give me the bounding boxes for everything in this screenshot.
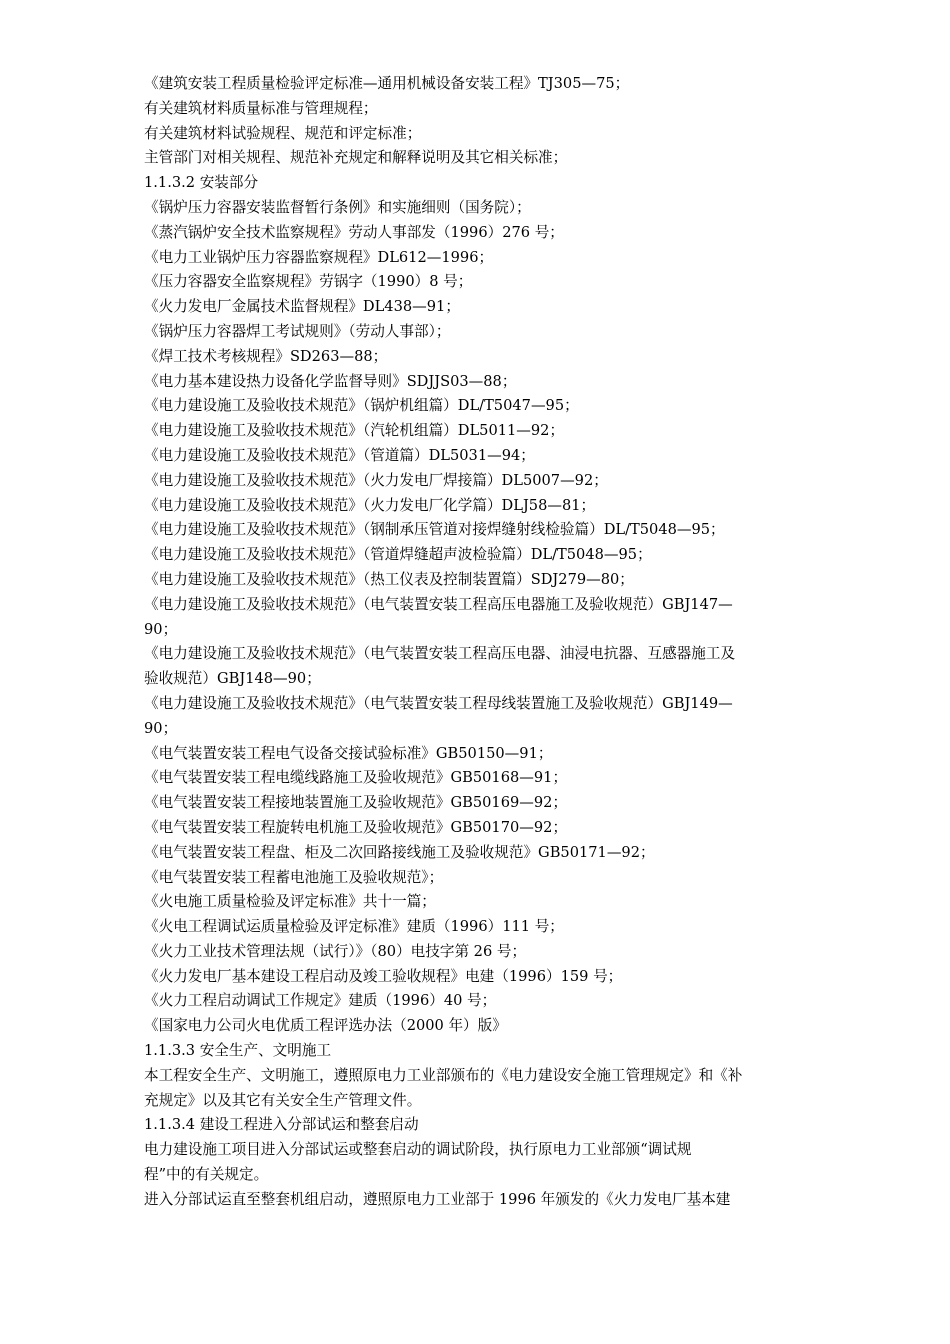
text-line: 电力建设施工项目进入分部试运或整套启动的调试阶段，执行原电力工业部颁“调试规 [144, 1141, 692, 1159]
text-line: 《电力建设施工及验收技术规范》（锅炉机组篇）DL/T5047—95； [144, 397, 579, 415]
section-heading: 1.1.3.4 建设工程进入分部试运和整套启动 [144, 1116, 419, 1134]
text-line: 《电力建设施工及验收技术规范》（管道焊缝超声波检验篇）DL/T5048—95； [144, 546, 652, 564]
text-line: 《锅炉压力容器焊工考试规则》（劳动人事部）； [144, 322, 451, 340]
text-line: 《蒸汽锅炉安全技术监察规程》劳动人事部发（1996）276 号； [144, 223, 564, 241]
text-line: 《建筑安装工程质量检验评定标准—通用机械设备安装工程》TJ305—75； [144, 75, 630, 92]
text-line: 程”中的有关规定。 [144, 1166, 269, 1184]
text-line: 主管部门对相关规程、规范补充规定和解释说明及其它相关标准； [144, 149, 568, 167]
text-line: 《火电施工质量检验及评定标准》共十一篇； [144, 893, 436, 911]
section-heading: 1.1.3.3 安全生产、文明施工 [144, 1042, 332, 1060]
text-line: 充规定》以及其它有关安全生产管理文件。 [144, 1091, 422, 1109]
text-line: 《电力建设施工及验收技术规范》（电气装置安装工程高压电器施工及验收规范）GBJ147— [144, 595, 733, 613]
text-line: 《电力建设施工及验收技术规范》（火力发电厂化学篇）DLJ58—81； [144, 496, 596, 514]
text-line: 有关建筑材料质量标准与管理规程； [144, 99, 378, 117]
text-line: 验收规范）GBJ148—90； [144, 670, 321, 688]
text-line: 《电力建设施工及验收技术规范》（钢制承压管道对接焊缝射线检验篇）DL/T5048—95； [144, 521, 725, 539]
text-line: 《电力建设施工及验收技术规范》（汽轮机组篇）DL5011—92； [144, 422, 565, 440]
text-line: 《电气装置安装工程电气设备交接试验标准》GB50150—91； [144, 744, 553, 762]
text-line: 《火力工程启动调试工作规定》建质（1996）40 号； [144, 992, 497, 1010]
text-line: 《焊工技术考核规程》SD263—88； [144, 347, 388, 365]
text-line: 《电气装置安装工程电缆线路施工及验收规范》GB50168—91； [144, 769, 568, 787]
text-line: 《电力工业锅炉压力容器监察规程》DL612—1996； [144, 248, 494, 266]
text-line: 《压力容器安全监察规程》劳锅字（1990）8 号； [144, 273, 473, 291]
text-line: 《国家电力公司火电优质工程评选办法（2000 年）版》 [144, 1017, 507, 1035]
text-line: 《火电工程调试运质量检验及评定标准》建质（1996）111 号； [144, 918, 564, 936]
document-body [144, 72, 810, 1213]
text-line: 有关建筑材料试验规程、规范和评定标准； [144, 124, 422, 142]
text-line: 《锅炉压力容器安装监督暂行条例》和实施细则（国务院）； [144, 198, 531, 216]
section-heading: 1.1.3.2 安装部分 [144, 174, 259, 192]
text-line: 《电力建设施工及验收技术规范》（电气装置安装工程高压电器、油浸电抗器、互感器施工及 [144, 645, 736, 663]
text-line: 《电力建设施工及验收技术规范》（管道篇）DL5031—94； [144, 446, 535, 464]
text-line: 《电力建设施工及验收技术规范》（电气装置安装工程母线装置施工及验收规范）GBJ149— [144, 694, 733, 712]
text-line: 《电气装置安装工程旋转电机施工及验收规范》GB50170—92； [144, 818, 568, 836]
text-line: 《电力基本建设热力设备化学监督导则》SDJJS03—88； [144, 372, 517, 390]
text-line: 《电气装置安装工程接地装置施工及验收规范》GB50169—92； [144, 794, 568, 812]
text-line: 进入分部试运直至整套机组启动，遵照原电力工业部于 1996 年颁发的《火力发电厂基本建 [144, 1190, 731, 1208]
text-line: 《电气装置安装工程蓄电池施工及验收规范》； [144, 868, 444, 886]
text-line: 90； [144, 719, 178, 737]
text-line: 《电力建设施工及验收技术规范》（热工仪表及控制装置篇）SDJ279—80； [144, 570, 634, 588]
text-line: 《火力发电厂基本建设工程启动及竣工验收规程》电建（1996）159 号； [144, 967, 623, 985]
text-line: 90； [144, 620, 178, 638]
text-line: 《电力建设施工及验收技术规范》（火力发电厂焊接篇）DL5007—92； [144, 471, 608, 489]
text-line: 本工程安全生产、文明施工，遵照原电力工业部颁布的《电力建设安全施工管理规定》和《补 [144, 1066, 743, 1084]
text-line: 《火力发电厂金属技术监督规程》DL438—91； [144, 298, 460, 316]
text-line: 《火力工业技术管理法规（试行）》（80）电技字第 26 号； [144, 942, 527, 960]
text-line: 《电气装置安装工程盘、柜及二次回路接线施工及验收规范》GB50171—92； [144, 843, 655, 861]
